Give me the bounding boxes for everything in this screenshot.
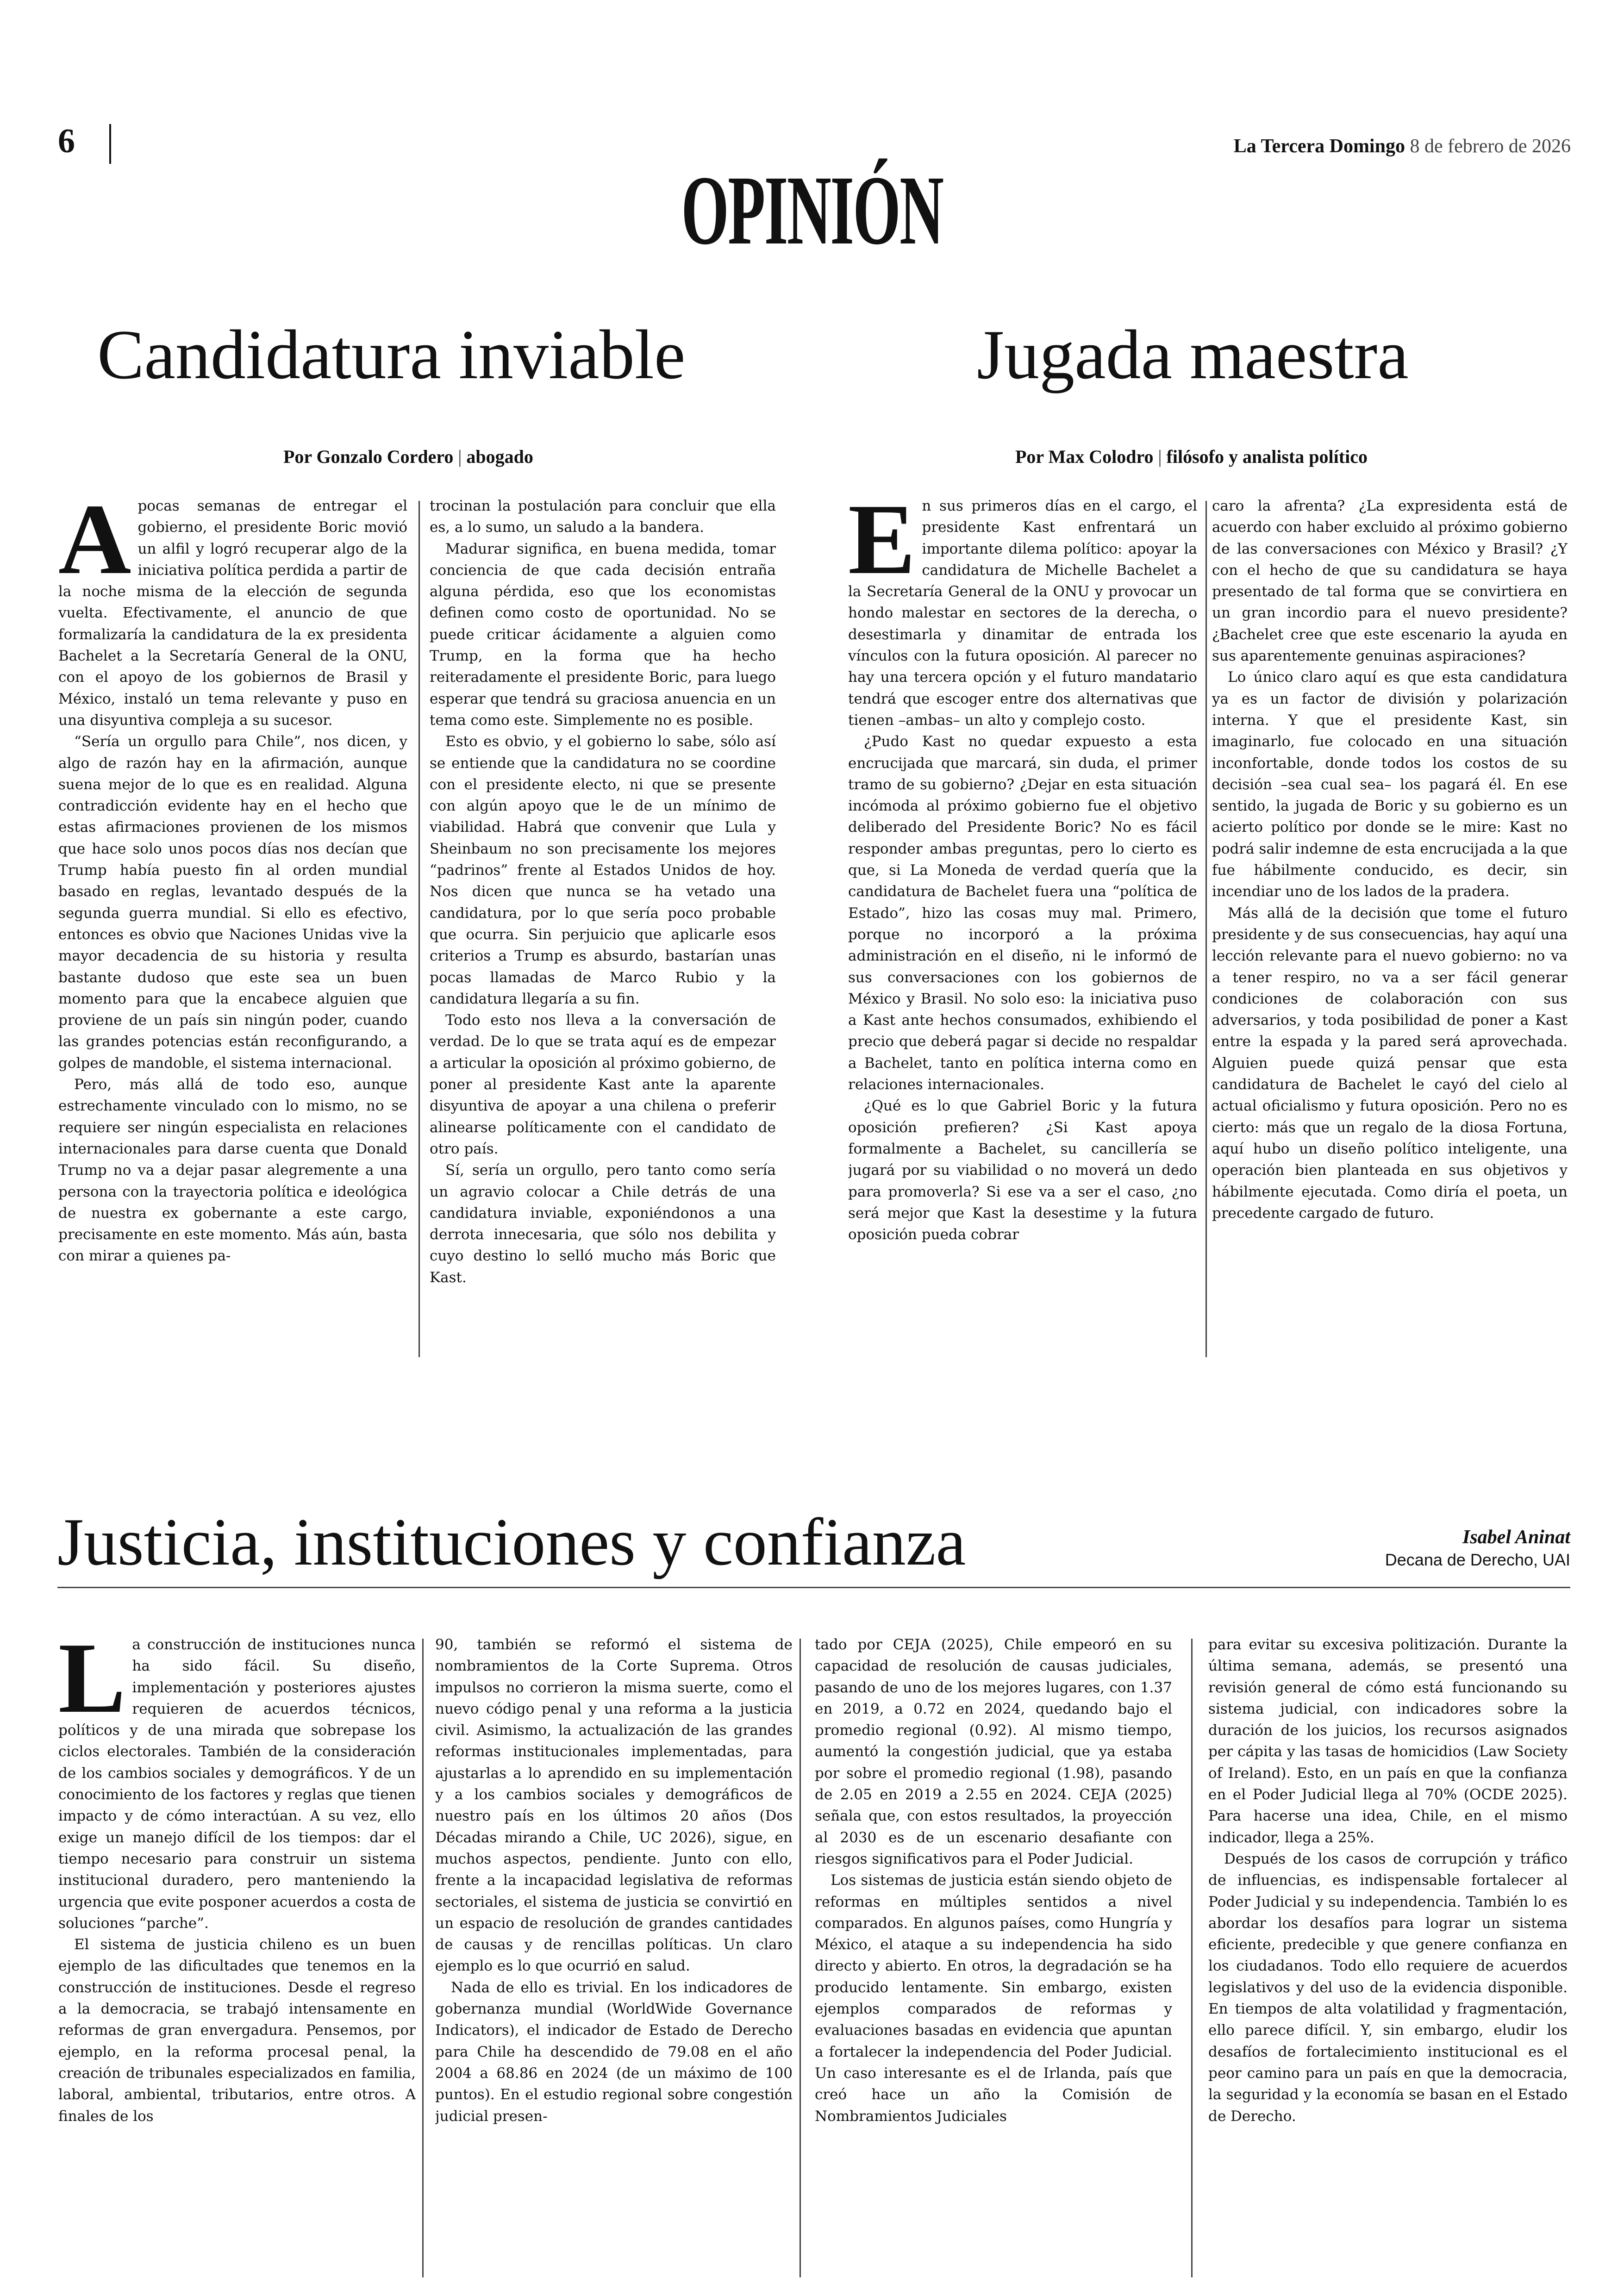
article2-dropcap: E xyxy=(848,495,916,595)
article3-column-3 xyxy=(815,1634,1172,2282)
article2-paragraph: ¿Qué es lo que Gabriel Boric y la futura oposición prefieren? ¿Si Kast apoya formalmente a Bachelet, su cancillería se jugará por su viabilidad o no moverá un dedo para promoverla? Si ese va a ser el caso, ¿no será mejor que Kast la desestime y la futura oposición pueda cobrar xyxy=(848,1098,1197,1243)
article2-column-1 xyxy=(848,495,1197,1366)
byline-separator: | xyxy=(458,446,462,467)
article1-paragraph: Sí, sería un orgullo, pero tanto como sería un agravio colocar a Chile detrás de una candidatura inviable, exponiéndonos a una derrota innecesaria, que sólo nos debilita y cuyo destino lo selló mucho más Boric que Kast. xyxy=(430,1162,776,1286)
article2-headline: Jugada maestra xyxy=(977,316,1409,393)
article1-paragraph: Pero, más allá de todo eso, aunque estrechamente vinculado con lo mismo, no se requiere ser ningún especialista en relaciones internacionales para darse cuenta que Donald Trump no va a dejar pasar alegremente a una persona con la trayectoria política e ideológica de nuestra ex gobernante a este cargo, precisamente en este momento. Más aún, basta con mirar a quienes pa- xyxy=(58,1076,407,1265)
masthead xyxy=(1234,137,1571,156)
publication-date: 8 de febrero de 2026 xyxy=(1410,136,1571,157)
publication-name: La Tercera Domingo xyxy=(1233,136,1405,157)
article3-author-role: Decana de Derecho, UAI xyxy=(1385,1550,1570,1569)
article2-author: Por Max Colodro xyxy=(1015,446,1154,467)
article3-paragraph: Los sistemas de justicia están siendo objeto de reformas en múltiples sentidos a nivel comparados. En algunos países, como Hungría y México, el ataque a su independencia ha sido directo y abierto. En otros, la degradación se ha producido lentamente. Sin embargo, existen ejemplos comparados de reformas y evaluaciones basadas en evidencia que apuntan a fortalecer la independencia del Poder Judicial. Un caso interesante es el de Irlanda, país que creó hace un año la Comisión de Nombramientos Judiciales xyxy=(815,1872,1172,2125)
article3-paragraph: para evitar su excesiva politización. Durante la última semana, además, se presentó una revisión general de cómo está funcionando su sistema judicial, con indicadores sobre la duración de los juicios, los recursos asignados per cápita y las tasas de homicidios (Law Society of Ireland). Esto, en un país en que la confianza en el Poder Judicial llega al 70% (OCDE 2025). Para hacerse una idea, Chile, en el mismo indicador, llega a 25%. xyxy=(1208,1636,1568,1846)
article2-paragraph: Más allá de la decisión que tome el futuro presidente y de sus consecuencias, hay aquí una lección relevante para el nuevo gobierno: no va a tener respiro, no va a ser fácil generar condiciones de colaboración con sus adversarios, y toda posibilidad de poner a Kast entre la espada y la pared será aprovechada. Alguien puede quizá pensar que esta candidatura de Bachelet le cayó del cielo al actual oficialismo y futura oposición. Pero no es cierto: más que un regalo de la diosa Fortuna, aquí hubo un diseño político inteligente, una operación bien planteada en sus objetivos y hábilmente ejecutada. Como diría el poeta, un precedente cargado de futuro. xyxy=(1212,904,1568,1222)
article3-paragraph: tado por CEJA (2025), Chile empeoró en su capacidad de resolución de causas judiciales, pasando de uno de los mejores lugares, con 1.37 en 2019, a 0.72 en 2024, quedando bajo el promedio regional (0.92). Al mismo tiempo, aumentó la congestión judicial, que ya estaba por sobre el promedio regional (1.98), pasando de 2.05 en 2019 a 2.55 en 2024. CEJA (2025) señala que, con estos resultados, la proyección al 2030 es de un escenario desafiante con riesgos significativos para el Poder Judicial. xyxy=(815,1636,1172,1867)
article2-column-2 xyxy=(1212,495,1568,1366)
article1-column-2 xyxy=(430,495,776,1366)
article3-column-2 xyxy=(435,1634,793,2282)
article3-author: Isabel Aninat xyxy=(1462,1527,1570,1548)
page-number-divider xyxy=(109,124,111,164)
article1-headline: Candidatura inviable xyxy=(97,316,686,393)
article3-paragraph: El sistema de justicia chileno es un buen ejemplo de las dificultades que tenemos en la construcción de instituciones. Desde el regreso a la democracia, se trabajó intensamente en reformas de gran envergadura. Pensemos, por ejemplo, en la reforma procesal penal, la creación de tribunales especializados en familia, laboral, ambiental, tributarios, entre otros. A finales de los xyxy=(58,1936,416,2125)
article1-paragraph: “Sería un orgullo para Chile”, nos dicen, y algo de razón hay en la afirmación, aunque suena mejor de lo que es en realidad. Alguna contradicción evidente hay en el hecho que estas afirmaciones provienen de los mismos que hace solo unos pocos días nos decían que Trump había puesto fin al orden mundial basado en reglas, levantado después de la segunda guerra mundial. Si ello es efectivo, entonces es obvio que Naciones Unidas vive la mayor decadencia de su historia y resulta bastante dudoso que este sea un buen momento para que la encabece alguien que proviene de un país sin ningún poder, cuando las grandes potencias están reconfigurando, a golpes de mandoble, el sistema internacional. xyxy=(58,733,407,1072)
article3-paragraph: a construcción de instituciones nunca ha sido fácil. Su diseño, implementación y posteriores ajustes requieren de acuerdos técnicos, políticos y de una mirada que sobrepase los ciclos electorales. También de la consideración de los cambios sociales y demográficos. Y de un conocimiento de los factores y reglas que tienen impacto y de cómo interactúan. A su vez, ello exige un manejo difícil de los tiempos: dar el tiempo necesario para construir un sistema institucional duradero, pero manteniendo la urgencia que evite posponer acuerdos a costa de soluciones “parche”. xyxy=(58,1636,416,1932)
article2-paragraph: ¿Pudo Kast no quedar expuesto a esta encrucijada que marcará, sin duda, el primer tramo de su gobierno? ¿Dejar en esta situación incómoda al próximo gobierno fue el objetivo deliberado del Presidente Boric? No es fácil responder ambas preguntas, pero lo cierto es que, si La Moneda de verdad quería que la candidatura de Bachelet fuera una “política de Estado”, hizo las cosas muy mal. Primero, porque no incorporó a la próxima administración en el diseño, ni le informó de sus conversaciones con los gobiernos de México y Brasil. No solo eso: la iniciativa puso a Kast ante hechos consumados, exhibiendo el precio que deberá pagar si decide no respaldar a Bachelet, tanto en política interna como en relaciones internacionales. xyxy=(848,733,1197,1093)
article1-author: Por Gonzalo Cordero xyxy=(283,446,454,467)
article3-paragraph: Después de los casos de corrupción y tráfico de influencias, es indispensable fortalecer al Poder Judicial y su independencia. También lo es abordar los desafíos para lograr un sistema eficiente, predecible y que genere confianza en los ciudadanos. Todo ello requiere de acuerdos legislativos y del uso de la evidencia disponible. En tiempos de alta volatilidad y fragmentación, ello parece difícil. Y, sin embargo, eludir los desafíos de fortalecimiento institucional es el peor camino para un país en que la democracia, la seguridad y la economía se basan en el Estado de Derecho. xyxy=(1208,1850,1568,2125)
article1-paragraph: trocinan la postulación para concluir que ella es, a lo sumo, un saludo a la bandera. xyxy=(430,498,776,536)
article2-paragraph: caro la afrenta? ¿La expresidenta está de acuerdo con haber excluido al próximo gobierno de las conversaciones con México y Brasil? ¿Y con el hecho de que su candidatura se haya presentado de tal forma que se convirtiera en un gran incordio para el nuevo presidente? ¿Bachelet cree que este escenario la ayuda en sus aparentemente genuinas aspiraciones? xyxy=(1212,498,1568,665)
article1-paragraph: Todo esto nos lleva a la conversación de verdad. De lo que se trata aquí es de empezar a articular la oposición al próximo gobierno, de poner al presidente Kast ante la aparente disyuntiva de apoyar a una chilena o preferir alinearse políticamente con el candidato de otro país. xyxy=(430,1012,776,1157)
article3-dropcap: L xyxy=(58,1634,126,1734)
article1-byline xyxy=(283,448,533,466)
article2-byline xyxy=(1015,448,1368,466)
article2-paragraph: n sus primeros días en el cargo, el presidente Kast enfrentará un importante dilema político: apoyar la candidatura de Michelle Bachelet a la Secretaría General de la ONU y provocar un hondo malestar en sectores de la derecha, o desestimarla y dinamitar de entrada los vínculos con la futura oposición. Al parecer no hay una tercera opción y el futuro mandatario tendrá que escoger entre dos alternativas que tienen –ambas– un alto y complejo costo. xyxy=(848,498,1197,729)
article1-paragraph: Madurar significa, en buena medida, tomar conciencia de que cada decisión entraña alguna pérdida, eso que los economistas definen como costo de oportunidad. No se puede criticar ácidamente a alguien como Trump, en la forma que ha hecho reiteradamente el presidente Boric, para luego esperar que tendrá su graciosa anuencia en un tema como este. Simplemente no es posible. xyxy=(430,540,776,729)
byline-separator: | xyxy=(1158,446,1162,467)
column-divider xyxy=(800,1639,801,2277)
article2-paragraph: Lo único claro aquí es que esta candidatura ya es un factor de división y polarización interna. Y que el presidente Kast, sin imaginarlo, fue colocado en una situación inconfortable, donde todos los costos de su decisión –sea cual sea– los pagará él. En ese sentido, la jugada de Boric y su gobierno es un acierto político por donde se le mire: Kast no podrá salir indemne de esta encrucijada a la que fue hábilmente conducido, es decir, sin incendiar uno de los lados de la pradera. xyxy=(1212,669,1568,900)
article3-headline: Justicia, instituciones y confianza xyxy=(57,1504,966,1579)
column-divider xyxy=(1191,1639,1193,2277)
article3-rule xyxy=(57,1587,1570,1588)
article1-dropcap: A xyxy=(58,495,131,595)
column-divider xyxy=(418,501,420,1357)
article1-paragraph: pocas semanas de entregar el gobierno, el presidente Boric movió un alfil y logró recuperar algo de la iniciativa política perdida a partir de la noche misma de la elección de segunda vuelta. Efectivamente, el anuncio de que formalizaría la candidatura de la ex presidenta Bachelet a la Secretaría General de la ONU, con el apoyo de los gobiernos de Brasil y México, instaló un tema relevante y puso en una disyuntiva compleja a su sucesor. xyxy=(58,498,407,729)
article3-column-1 xyxy=(58,1634,416,2282)
article3-paragraph: 90, también se reformó el sistema de nombramientos de la Corte Suprema. Otros impulsos no corrieron la misma suerte, como el nuevo código penal y una reforma a la justicia civil. Asimismo, la actualización de las grandes reformas institucionales implementadas, para ajustarlas a lo aprendido en su implementación y a los cambios sociales y demográficos de nuestro país en los últimos 20 años (Dos Décadas mirando a Chile, UC 2026), sigue, en muchos aspectos, pendiente. Junto con ello, frente a la incapacidad legislativa de reformas sectoriales, el sistema de justicia se convirtió en un espacio de resolución de grandes cantidades de causas y de rencillas políticas. Un claro ejemplo es lo que ocurrió en salud. xyxy=(435,1636,793,1975)
article3-column-4 xyxy=(1208,1634,1568,2282)
column-divider xyxy=(1206,501,1207,1357)
article1-author-role: abogado xyxy=(466,446,533,467)
article1-paragraph: Esto es obvio, y el gobierno lo sabe, sólo así se entiende que la candidatura no se coordine con el presidente electo, ni que se presente con algún apoyo que le de un mínimo de viabilidad. Habrá que convenir que Lula y Sheinbaum no son precisamente los mejores “padrinos” frente al Estados Unidos de hoy. Nos dicen que nunca se ha vetado una candidatura, por lo que sería poco probable que ocurra. Sin perjuicio que aplicarle esos criterios a Trump es absurdo, bastarían unas pocas llamadas de Marco Rubio y la candidatura llegaría a su fin. xyxy=(430,733,776,1007)
section-title: OPINIÓN xyxy=(681,156,943,265)
article1-column-1 xyxy=(58,495,407,1366)
column-divider xyxy=(422,1639,424,2277)
page-number: 6 xyxy=(58,122,75,160)
article3-paragraph: Nada de ello es trivial. En los indicadores de gobernanza mundial (WorldWide Governance Indicators), el indicador de Estado de Derecho para Chile ha descendido de 79.08 en el año 2004 a 68.86 en 2024 (de un máximo de 100 puntos). En el estudio regional sobre congestión judicial presen- xyxy=(435,1979,793,2125)
article2-author-role: filósofo y analista político xyxy=(1166,446,1368,467)
